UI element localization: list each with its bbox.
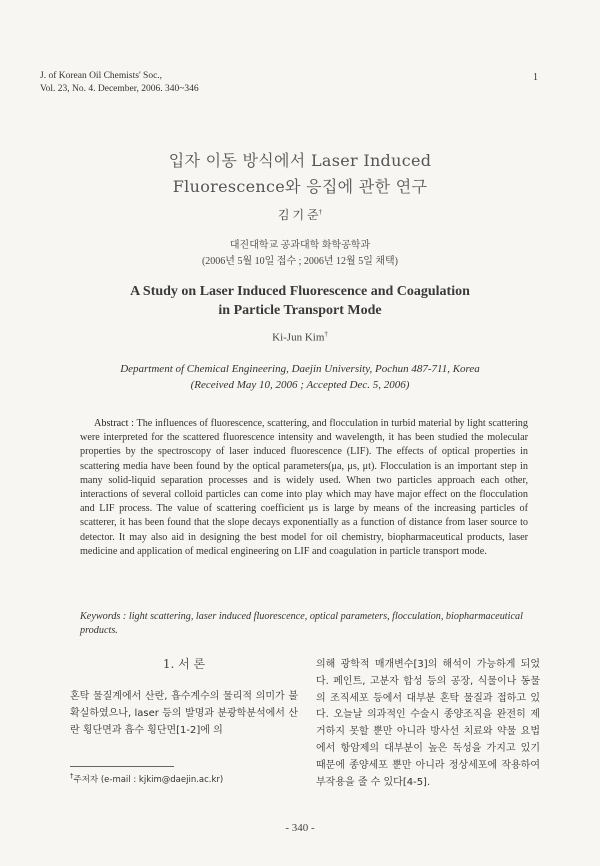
korean-title-line1: 입자 이동 방식에서 Laser Induced: [168, 151, 432, 170]
english-title-line1: A Study on Laser Induced Fluorescence and Coagulation: [130, 284, 470, 299]
footnote-divider: [70, 766, 174, 767]
english-author-name: Ki-Jun Kim: [272, 331, 325, 344]
journal-name: J. of Korean Oil Chemists' Soc.,: [40, 71, 163, 81]
footnote-mark: †: [70, 772, 74, 780]
english-department: [0, 361, 600, 393]
abstract-label: Abstract :: [94, 418, 134, 429]
english-title: [0, 282, 600, 320]
korean-author-name: 김 기 준: [277, 208, 319, 222]
corner-page-number: 1: [533, 72, 538, 83]
korean-affiliation-name: 대진대학교 공과대학 화학공학과: [229, 240, 371, 251]
department-line: Department of Chemical Engineering, Daejin University, Pochun 487-711, Korea: [120, 363, 480, 375]
english-author: [0, 330, 600, 344]
korean-dates: (2006년 5월 10일 접수 ; 2006년 12월 5일 채택): [201, 256, 399, 267]
left-column-text: 혼탁 물질계에서 산란, 흡수계수의 물리적 의미가 불확실하였으나, laser 등의 발명과 분광학분석에서 산란 횡단면과 흡수 횡단면[1-2]에 의: [70, 691, 298, 736]
dagger-mark: †: [324, 330, 328, 338]
page-number: - 340 -: [285, 822, 315, 834]
keywords-label: Keywords :: [80, 611, 127, 622]
keywords: [80, 610, 528, 638]
korean-author: [0, 206, 600, 223]
journal-volume: Vol. 23, No. 4. December, 2006. 340~346: [40, 84, 199, 94]
korean-title: [0, 148, 600, 200]
section-title: 1. 서 론: [162, 657, 206, 671]
right-column-text: 의해 광학적 매개변수[3]의 해석이 가능하게 되었다. 페인트, 고분자 합성 등의 공장, 식물이나 동물의 조직세포 등에서 대부분 혼탁 물질과 접하고 있다. 오늘날 의과적인 수술시 종양조직을 완전히 제거하지 못할 뿐만 아니라 방사선 치료와 약물 요법에서 항암제의 대부분이 높은 독성을 가지고 있기 때문에 종양세포 뿐만 아니라 정상세포에 작용하여 부작용을 줄 수 있다[4-5].: [316, 659, 540, 788]
korean-title-line2: Fluorescence와 응집에 관한 연구: [172, 177, 428, 196]
korean-affiliation: [0, 238, 600, 270]
abstract: [80, 417, 528, 559]
footnote: [70, 772, 300, 785]
received-line: (Received May 10, 2006 ; Accepted Dec. 5, 2006): [190, 379, 410, 391]
dagger-mark: †: [318, 208, 323, 216]
keywords-text: light scattering, laser induced fluorescence, optical parameters, flocculation, biopharmaceutical products.: [80, 611, 523, 636]
english-title-line2: in Particle Transport Mode: [218, 303, 382, 318]
journal-header: [40, 70, 199, 96]
abstract-text: The influences of fluorescence, scattering, and flocculation in turbid material by light scattering were interpreted for the scattered fluorescence intensity and wavelength, it has been studied the molecular properties by the spectroscopy of laser induced fluorescence (LIF). The effects of optical properties in scattering media have been found by the optical parameters(μa, μs, μt). Flocculation is an important step in many solid-liquid separation processes and is widely used. When two particles approach each other, interactions of several colloid particles can come into play which may have major effect on the flocculation and LIF process. The value of scattering coefficient μs is large by means of the increasing particles of scatterer, it has been found that the slope decays exponentially as a function of distance from laser source to detector. It may also aid in designing the best model for oil chemistry, biopharmaceutical products, laser medicine and application of medical engineering on LIF and coagulation in particle transport mode.: [80, 418, 528, 557]
footnote-text: 주저자 (e-mail : kjkim@daejin.ac.kr): [73, 774, 224, 785]
